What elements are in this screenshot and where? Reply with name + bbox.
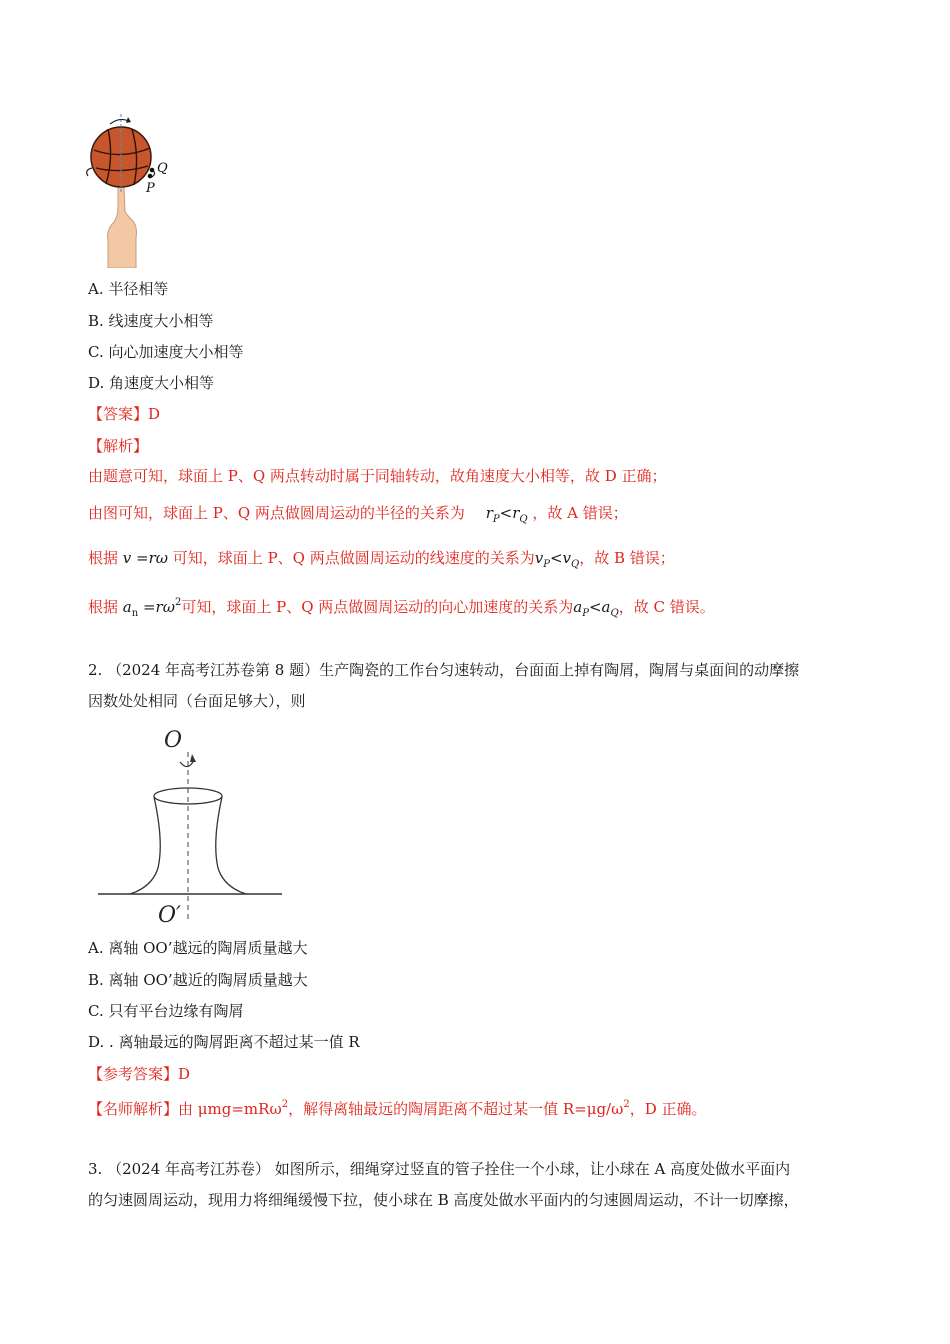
q2-option-b: B. 离轴 OO’越近的陶屑质量越大 xyxy=(88,971,308,989)
q1-option-c: C. 向心加速度大小相等 xyxy=(88,343,244,361)
point-p-label: P xyxy=(146,181,155,196)
q2-option-c: C. 只有平台边缘有陶屑 xyxy=(88,1002,244,1020)
formula-v-eq-rw: v =rω xyxy=(122,549,169,567)
q1-analysis-line-3: 根据 v =rω 可知，球面上 P、Q 两点做圆周运动的线速度的关系为$v_P<v_Q$，故 B 错误； xyxy=(88,549,675,570)
pottery-wheel-figure xyxy=(96,722,286,927)
q1-answer: 【答案】D xyxy=(88,405,161,423)
q1-option-a: A. 半径相等 xyxy=(88,280,169,298)
q2-analysis: 【名师解析】由 μmg=mRω$^2$，解得离轴最远的陶屑距离不超过某一值 $R=\mu g/\omega^2$，D 正确。 xyxy=(88,1099,707,1118)
axis-top-label: O xyxy=(164,728,183,753)
q2-option-a: A. 离轴 OO’越远的陶屑质量越大 xyxy=(88,939,308,957)
q3-stem-line-1: 3. （2024 年高考江苏卷） 如图所示，细绳穿过竖直的管子拴住一个小球，让小球在 A 高度处做水平面内 xyxy=(88,1160,791,1178)
axis-bottom-label: O′ xyxy=(158,903,182,927)
q1-analysis-line-2-end: ，故 A 错误； xyxy=(532,504,628,522)
basketball-figure xyxy=(84,112,184,268)
point-q-label: Q xyxy=(157,161,168,176)
q1-option-d: D. 角速度大小相等 xyxy=(88,374,215,392)
q2-answer: 【参考答案】D xyxy=(88,1065,191,1083)
q1-option-b: B. 线速度大小相等 xyxy=(88,312,214,330)
formula-an: $a_n =r\omega^2$ xyxy=(122,597,182,619)
q1-analysis-line-2 xyxy=(88,503,628,530)
q1-analysis-title: 【解析】 xyxy=(88,437,149,455)
q3-stem-line-2: 的匀速圆周运动，现用力将细绳缓慢下拉，使小球在 B 高度处做水平面内的匀速圆周运动，不计一切摩擦， xyxy=(88,1191,799,1209)
q2-stem-line-1: 2. （2024 年高考江苏卷第 8 题）生产陶瓷的工作台匀速转动，台面面上掉有陶屑，陶屑与桌面间的动摩擦 xyxy=(88,661,800,679)
q2-option-d: D. . 离轴最远的陶屑距离不超过某一值 R xyxy=(88,1033,360,1051)
q2-stem-line-2: 因数处处相同（台面足够大），则 xyxy=(88,692,306,710)
q1-analysis-line-2-text: 由图可知，球面上 P、Q 两点做圆周运动的半径的关系为 xyxy=(88,504,465,522)
formula-ap-lt-aq: $a_P<a_Q$ xyxy=(573,598,619,619)
q1-analysis-line-1: 由题意可知，球面上 P、Q 两点转动时属于同轴转动，故角速度大小相等，故 D 正确； xyxy=(88,467,667,485)
formula-rp-lt-rq: $r_P<r_Q$ xyxy=(485,504,528,525)
formula-vp-lt-vq: $v_P<v_Q$ xyxy=(534,549,580,570)
q1-analysis-line-4: 根据 $a_n =r\omega^2$可知，球面上 P、Q 两点做圆周运动的向心加速度的关系为$a_P<a_Q$，故 C 错误。 xyxy=(88,597,715,619)
